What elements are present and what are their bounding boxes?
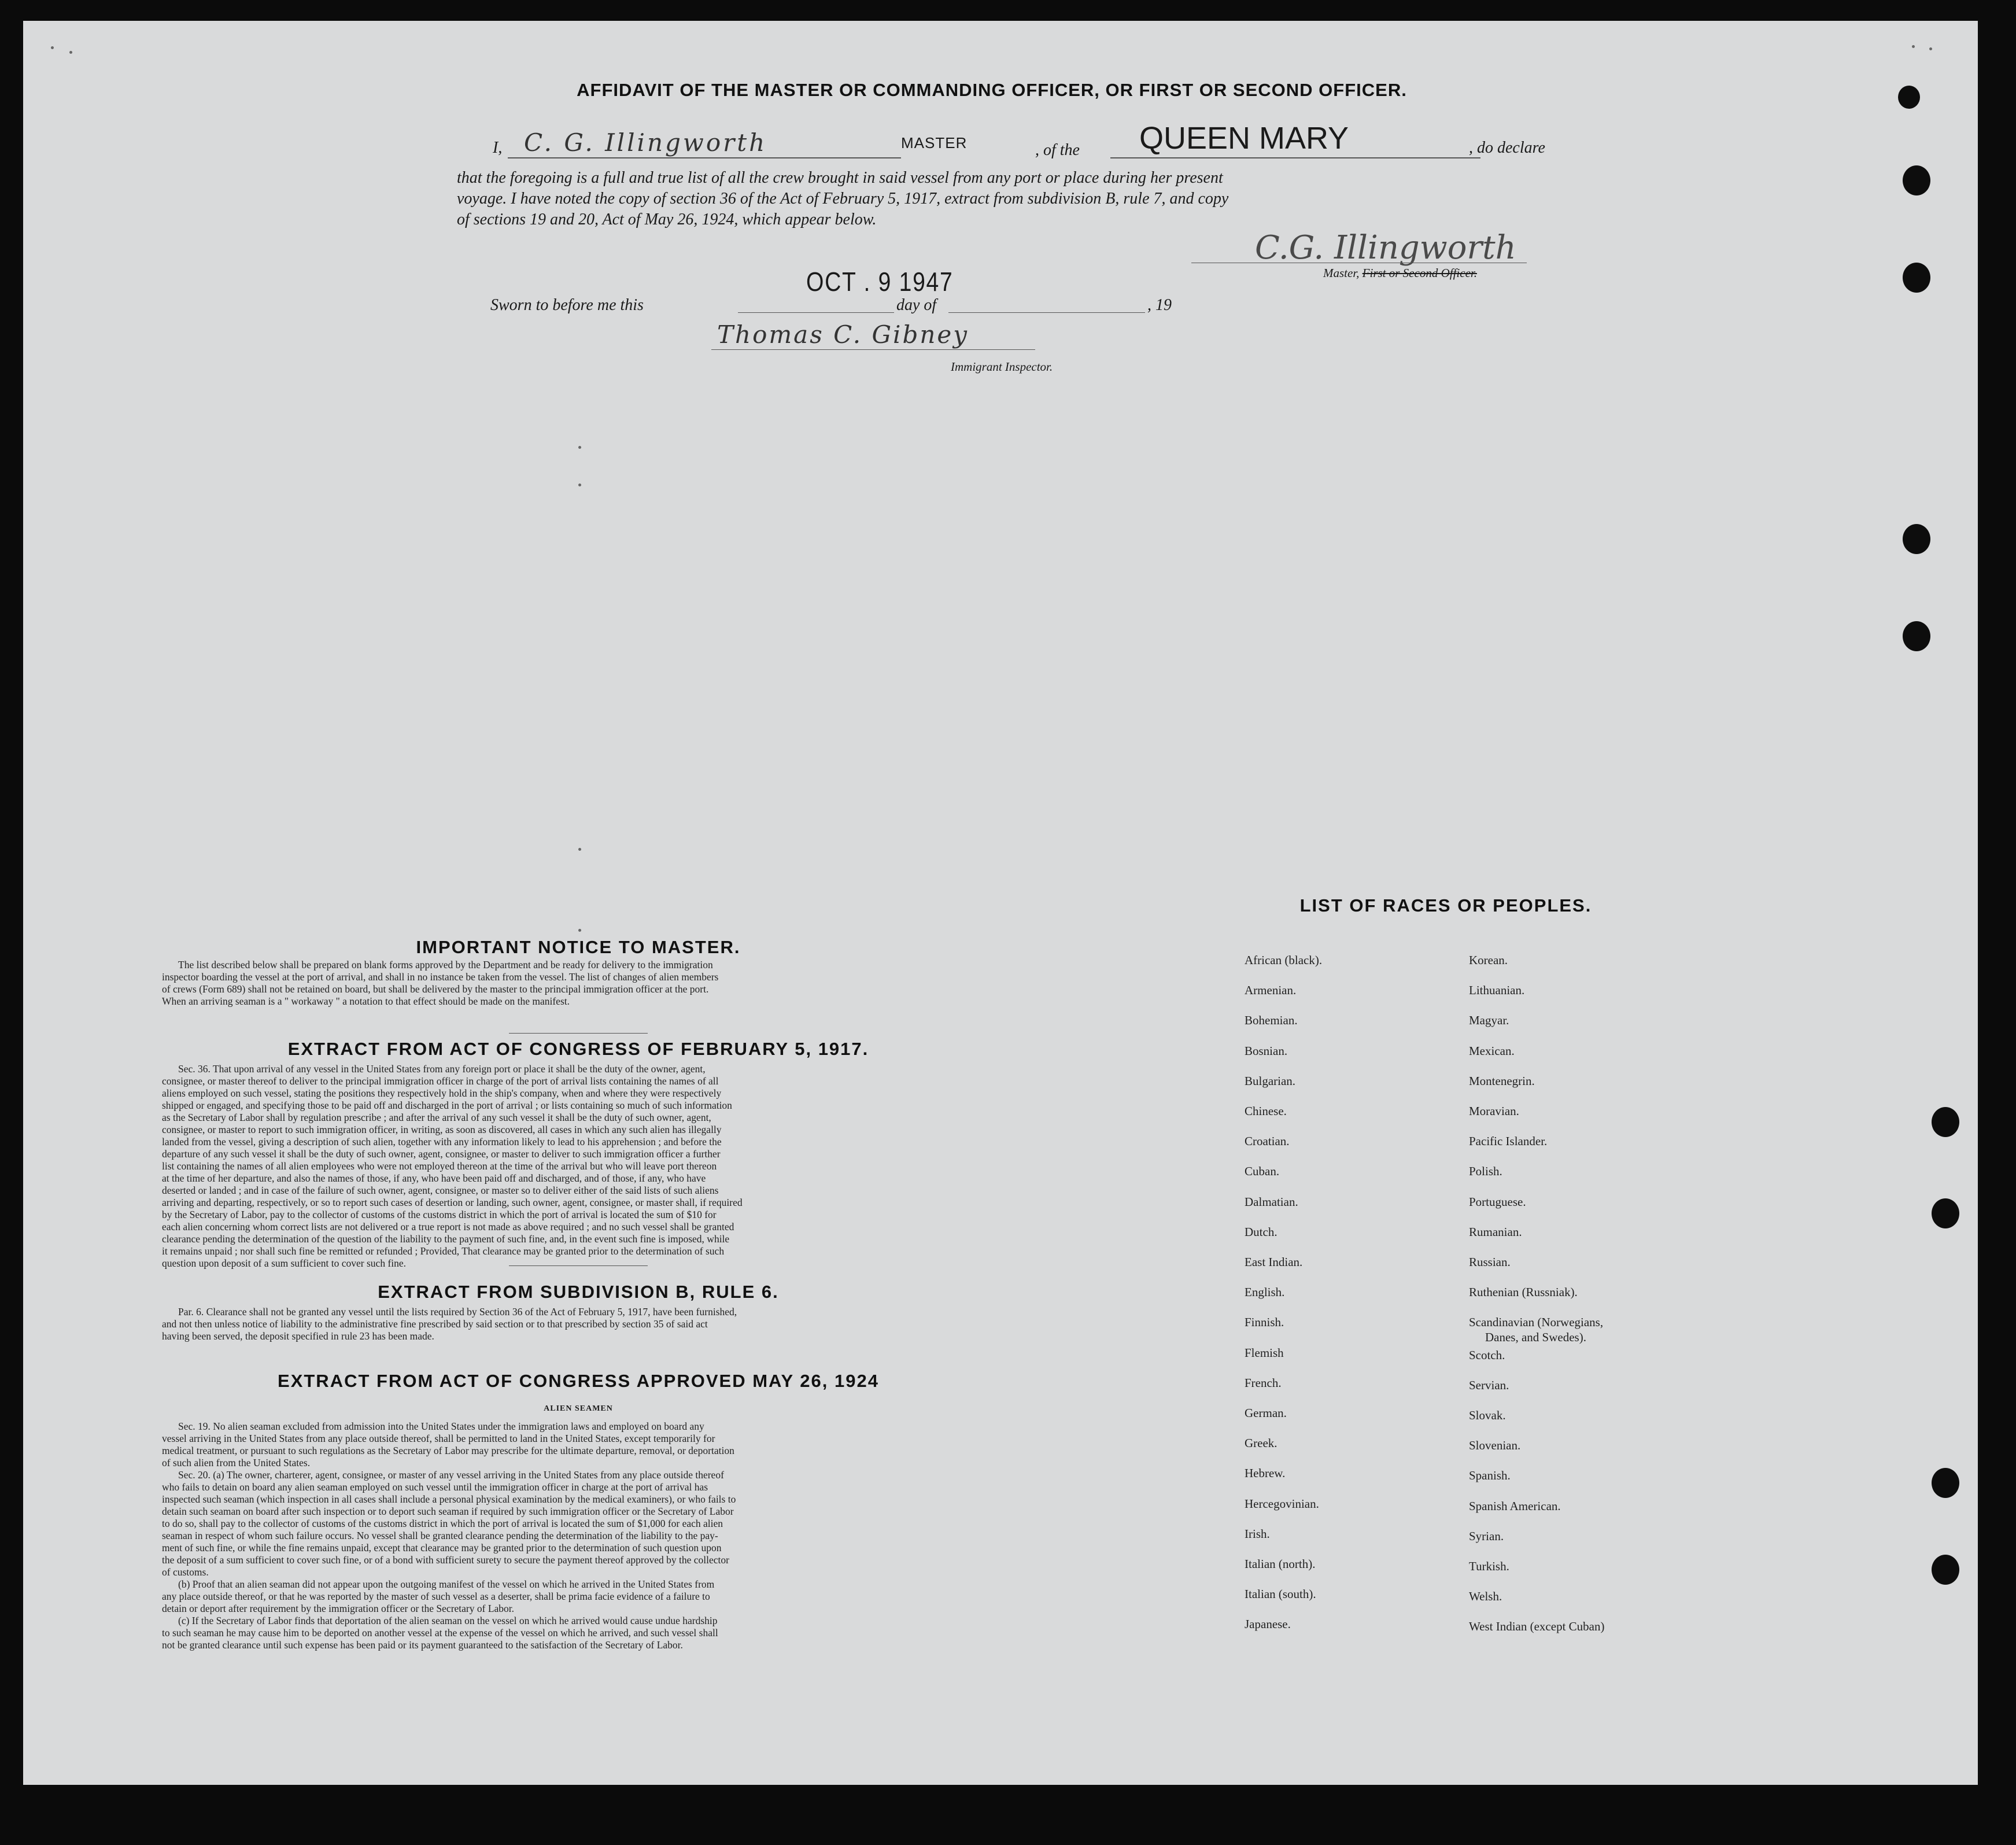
extract-1917-line: clearance pending the determination of the question of the liability to the payment of such fine, and, in the event such fine is imposed, while (162, 1233, 730, 1245)
extract-1924-text (162, 1420, 995, 1651)
race-item: Chinese. (1245, 1104, 1287, 1118)
extract-1924-line: Sec. 19. No alien seaman excluded from admission into the United States under the immigration laws and employed on board any (178, 1420, 704, 1432)
vessel-name: QUEEN MARY (1139, 121, 1349, 156)
race-item: Slovak. (1469, 1408, 1506, 1422)
extract-1917-line: shipped or engaged, and specifying those to be paid off and discharged in the port of arrival ; or lists containing so much of such information (162, 1099, 732, 1111)
race-item: Syrian. (1469, 1529, 1504, 1543)
race-item: Flemish (1245, 1345, 1284, 1360)
section-divider (509, 1033, 648, 1034)
inspector-signature: Thomas C. Gibney (717, 320, 969, 349)
rule6-line: and not then unless notice of liability to the administrative fine prescribed by said section or to that prescribed by section 35 of said act (162, 1318, 708, 1330)
extract-1917-line: by the Secretary of Labor, pay to the collector of customs of the customs district in which the port of arrival is located the sum of $10 for (162, 1209, 717, 1220)
notice-text (162, 959, 995, 1008)
race-item: Finnish. (1245, 1315, 1284, 1330)
affidavit-i-label: I, (493, 139, 503, 157)
extract-1917-line: aliens employed on such vessel, stating the positions they respectively hold in the ship's company, when and where they were respectively (162, 1087, 722, 1099)
notice-title: IMPORTANT NOTICE TO MASTER. (416, 937, 741, 957)
extract-1917-line: consignee, or master to report to such immigration officer, in writing, as soon as discovered, all cases in which any such alien has illegally (162, 1124, 722, 1135)
extract-1924-title: EXTRACT FROM ACT OF CONGRESS APPROVED MAY 26, 1924 (278, 1371, 879, 1391)
race-item: Spanish. (1469, 1468, 1511, 1483)
speck (578, 484, 581, 486)
extract-1917-text (162, 1063, 995, 1270)
race-item: Hebrew. (1245, 1466, 1286, 1481)
race-item: Russian. (1469, 1255, 1511, 1269)
speck (51, 46, 54, 49)
extract-1917-line: at the time of her departure, and also the names of those, if any, who have been paid off and discharged, and of those, if any, who have (162, 1172, 706, 1184)
race-item: English. (1245, 1285, 1285, 1300)
inspector-line (711, 349, 1035, 350)
extract-1917-line: landed from the vessel, giving a description of such alien, together with any information likely to lead to his apprehension ; and before the (162, 1136, 722, 1147)
section-divider (509, 1265, 648, 1266)
extract-1924-line: inspected such seaman (which inspection in all cases shall include a personal physical examination by the medical examiners), or who fails to (162, 1493, 736, 1505)
extract-1924-line: who fails to detain on board any alien seaman employed on such vessel until the immigration officer in charge at the port of arrival has (162, 1481, 708, 1493)
sworn-label: Sworn to before me this (490, 296, 644, 314)
notice-line: When an arriving seaman is a " workaway " a notation to that effect should be made on the manifest. (162, 995, 570, 1007)
extract-1924-line: to such seaman he may cause him to be deported on another vessel at the expense of the vessel on which he arrived, and such vessel shall (162, 1627, 718, 1639)
rule6-text (162, 1306, 995, 1342)
race-item: Armenian. (1245, 983, 1297, 998)
extract-1924-line: (c) If the Secretary of Labor finds that deportation of the alien seaman on the vessel on which he arrived would cause undue hardship (178, 1615, 718, 1626)
extract-1917-line: as the Secretary of Labor shall by regulation prescribe ; and after the arrival of any such vessel it shall be the duty of such owner, agent, (162, 1112, 711, 1123)
affidavit-line-2: that the foregoing is a full and true list of all the crew brought in said vessel from any port or place during her present (457, 169, 1223, 187)
race-item: Mexican. (1469, 1043, 1515, 1058)
extract-1924-line: Sec. 20. (a) The owner, charterer, agent, consignee, or master of any vessel arriving in the United States from any place outside thereof (178, 1469, 724, 1481)
race-item: Spanish American. (1469, 1499, 1561, 1513)
extract-1917-line: departure of any such vessel it shall be the duty of such owner, agent, consignee, or master to deliver to such immigration officer a further (162, 1148, 721, 1160)
extract-1917-line: Sec. 36. That upon arrival of any vessel in the United States from any foreign port or place it shall be the duty of the owner, agent, (178, 1063, 706, 1075)
race-item: Cuban. (1245, 1164, 1280, 1179)
speck (578, 929, 581, 932)
punch-hole (1932, 1555, 1959, 1585)
document-page (23, 21, 1978, 1785)
extract-1924-line: not be granted clearance until such expense has been paid or its payment guaranteed to the satisfaction of the Secretary of Labor. (162, 1639, 683, 1651)
speck (1929, 47, 1932, 50)
race-item: Bohemian. (1245, 1013, 1298, 1028)
race-item: Scotch. (1469, 1348, 1505, 1362)
master-name-handwritten: C. G. Illingworth (524, 128, 767, 157)
race-item: Italian (south). (1245, 1587, 1316, 1602)
race-item: Hercegovinian. (1245, 1496, 1319, 1511)
inspector-caption: Immigrant Inspector. (951, 360, 1053, 374)
extract-1924-line: to do so, shall pay to the collector of customs of the customs district in which the port of arrival is located the sum of $1,000 for each alien (162, 1518, 723, 1529)
extract-1917-line: list containing the names of all alien employees who were not employed thereon at the time of the arrival but who will leave port thereon (162, 1160, 717, 1172)
punch-hole (1932, 1198, 1959, 1228)
notice-line: of crews (Form 689) shall not be retained on board, but shall be delivered by the master to the principal immigration officer at the port. (162, 983, 709, 995)
master-caption: Master, (1323, 266, 1360, 280)
punch-hole (1932, 1468, 1959, 1498)
master-name-line (508, 157, 901, 158)
do-declare-label: , do declare (1469, 139, 1545, 157)
race-item: Greek. (1245, 1436, 1277, 1451)
punch-hole (1903, 621, 1930, 651)
race-item: Italian (north). (1245, 1557, 1316, 1571)
speck (1912, 45, 1915, 48)
punch-hole (1898, 86, 1920, 109)
race-item: Croatian. (1245, 1134, 1290, 1149)
extract-1924-line: ment of such fine, or while the fine remains unpaid, except that clearance may be granted prior to the determination of such question upon (162, 1542, 722, 1554)
race-item: Bulgarian. (1245, 1073, 1296, 1088)
extract-1917-line: each alien concerning whom correct lists are not delivered or a true report is not made as above required ; and no such vessel shall be granted (162, 1221, 734, 1233)
race-item: Servian. (1469, 1378, 1509, 1392)
punch-hole (1903, 263, 1930, 293)
race-item: Dalmatian. (1245, 1194, 1298, 1209)
races-title: LIST OF RACES OR PEOPLES. (1299, 895, 1592, 916)
extract-1917-line: arriving and departing, respectively, or so to report such cases of desertion or landing, such owner, agent, consignee, or master shall, if required (162, 1197, 743, 1208)
extract-1917-line: it remains unpaid ; nor shall such fine be remitted or refunded ; Provided, That clearance may be granted prior to the determination of such (162, 1245, 725, 1257)
race-item: Magyar. (1469, 1013, 1509, 1028)
date-stamp: OCT . 9 1947 (806, 267, 954, 297)
extract-1924-line: seaman in respect of whom such failure occurs. No vessel shall be granted clearance pending the determination of the liability to the pay- (162, 1530, 718, 1541)
race-item: Welsh. (1469, 1589, 1502, 1604)
race-item: Montenegrin. (1469, 1073, 1535, 1088)
race-item: Portuguese. (1469, 1194, 1526, 1209)
affidavit-title: AFFIDAVIT OF THE MASTER OR COMMANDING OFFICER, OR FIRST OR SECOND OFFICER. (577, 80, 1407, 100)
extract-1924-line: vessel arriving in the United States from any place outside thereof, shall be permitted to land in the United States, except temporarily for (162, 1433, 715, 1444)
race-extra-line: Danes, and Swedes). (1485, 1330, 1586, 1344)
extract-1917-title: EXTRACT FROM ACT OF CONGRESS OF FEBRUARY 5, 1917. (287, 1039, 869, 1059)
race-item: Korean. (1469, 953, 1508, 967)
race-item: East Indian. (1245, 1255, 1303, 1269)
extract-1924-subtitle: ALIEN SEAMEN (544, 1404, 613, 1413)
punch-hole (1932, 1107, 1959, 1137)
master-signature: C.G. Illingworth (1255, 229, 1516, 267)
race-item: Pacific Islander. (1469, 1134, 1548, 1149)
race-item: Slovenian. (1469, 1438, 1521, 1453)
rule6-title: EXTRACT FROM SUBDIVISION B, RULE 6. (378, 1282, 779, 1302)
race-item: Lithuanian. (1469, 983, 1525, 998)
rank-stamp: MASTER (901, 134, 968, 152)
affidavit-line-3: voyage. I have noted the copy of section 36 of the Act of February 5, 1917, extract from subdivision B, rule 7, and copy (457, 190, 1229, 208)
struck-caption: First or Second Officer. (1362, 266, 1477, 280)
extract-1924-line: of customs. (162, 1566, 209, 1578)
race-item: African (black). (1245, 953, 1323, 967)
race-item: Ruthenian (Russniak). (1469, 1285, 1578, 1300)
of-the-label: , of the (1035, 141, 1080, 159)
race-item: Scandinavian (Norwegians, (1469, 1315, 1604, 1330)
year-prefix: , 19 (1147, 296, 1172, 314)
notice-line: The list described below shall be prepared on blank forms approved by the Department and be ready for delivery to the immigration (178, 959, 713, 971)
notice-line: inspector boarding the vessel at the port of arrival, and shall in no instance be taken from the vessel. The list of changes of alien members (162, 971, 719, 983)
extract-1924-line: of such alien from the United States. (162, 1457, 311, 1468)
races-col-2 (1469, 953, 1770, 1676)
extract-1924-line: detain such seaman on board after such inspection or to deport such seaman if required by such immigration officer or the Secretary of Labor (162, 1505, 734, 1517)
extract-1917-line: consignee, or master thereof to deliver to the principal immigration officer in charge of the port of arrival lists containing the names of all (162, 1075, 719, 1087)
punch-hole (1903, 165, 1930, 195)
race-item: Bosnian. (1245, 1043, 1288, 1058)
extract-1924-line: detain or deport after requirement by the immigration officer or the Secretary of Labor. (162, 1603, 515, 1614)
speck (578, 848, 581, 851)
sworn-month-line (948, 312, 1145, 313)
extract-1924-line: any place outside thereof, or that he was reported by the master of such vessel as a deserter, shall be prima facie evidence of a failure to (162, 1591, 710, 1602)
race-item: Rumanian. (1469, 1224, 1522, 1239)
speck (578, 446, 581, 449)
vessel-name-line (1110, 157, 1480, 158)
day-of-label: day of (896, 296, 937, 314)
speck (69, 51, 72, 54)
extract-1924-line: the deposit of a sum sufficient to cover such fine, or of a bond with sufficient surety to secure the payment thereof approved by the collector (162, 1554, 729, 1566)
race-item: Polish. (1469, 1164, 1502, 1179)
race-item: Moravian. (1469, 1104, 1519, 1118)
extract-1917-line: question upon deposit of a sum sufficient to cover such fine. (162, 1257, 407, 1269)
race-item: West Indian (except Cuban) (1469, 1619, 1605, 1634)
rule6-line: Par. 6. Clearance shall not be granted any vessel until the lists required by Section 36 of the Act of February 5, 1917, have been furnished, (178, 1306, 737, 1318)
race-item: German. (1245, 1406, 1287, 1420)
race-item: Japanese. (1245, 1617, 1291, 1632)
sworn-day-line (738, 312, 894, 313)
master-caption-row (1323, 266, 1477, 281)
race-item: Dutch. (1245, 1224, 1277, 1239)
extract-1917-line: deserted or landed ; and in case of the failure of such owner, agent, consignee, or master so to deliver either of the said lists of such aliens (162, 1185, 719, 1196)
race-item: Turkish. (1469, 1559, 1509, 1573)
punch-hole (1903, 524, 1930, 554)
affidavit-line-4: of sections 19 and 20, Act of May 26, 1924, which appear below. (457, 211, 877, 228)
rule6-line: having been served, the deposit specified in rule 23 has been made. (162, 1330, 434, 1342)
race-item: Irish. (1245, 1526, 1270, 1541)
extract-1924-line: medical treatment, or pursuant to such regulations as the Secretary of Labor may prescribe for the ultimate departure, removal, or deportation (162, 1445, 734, 1456)
extract-1924-line: (b) Proof that an alien seaman did not appear upon the outgoing manifest of the vessel on which he arrived in the United States from (178, 1578, 715, 1590)
race-item: French. (1245, 1375, 1282, 1390)
